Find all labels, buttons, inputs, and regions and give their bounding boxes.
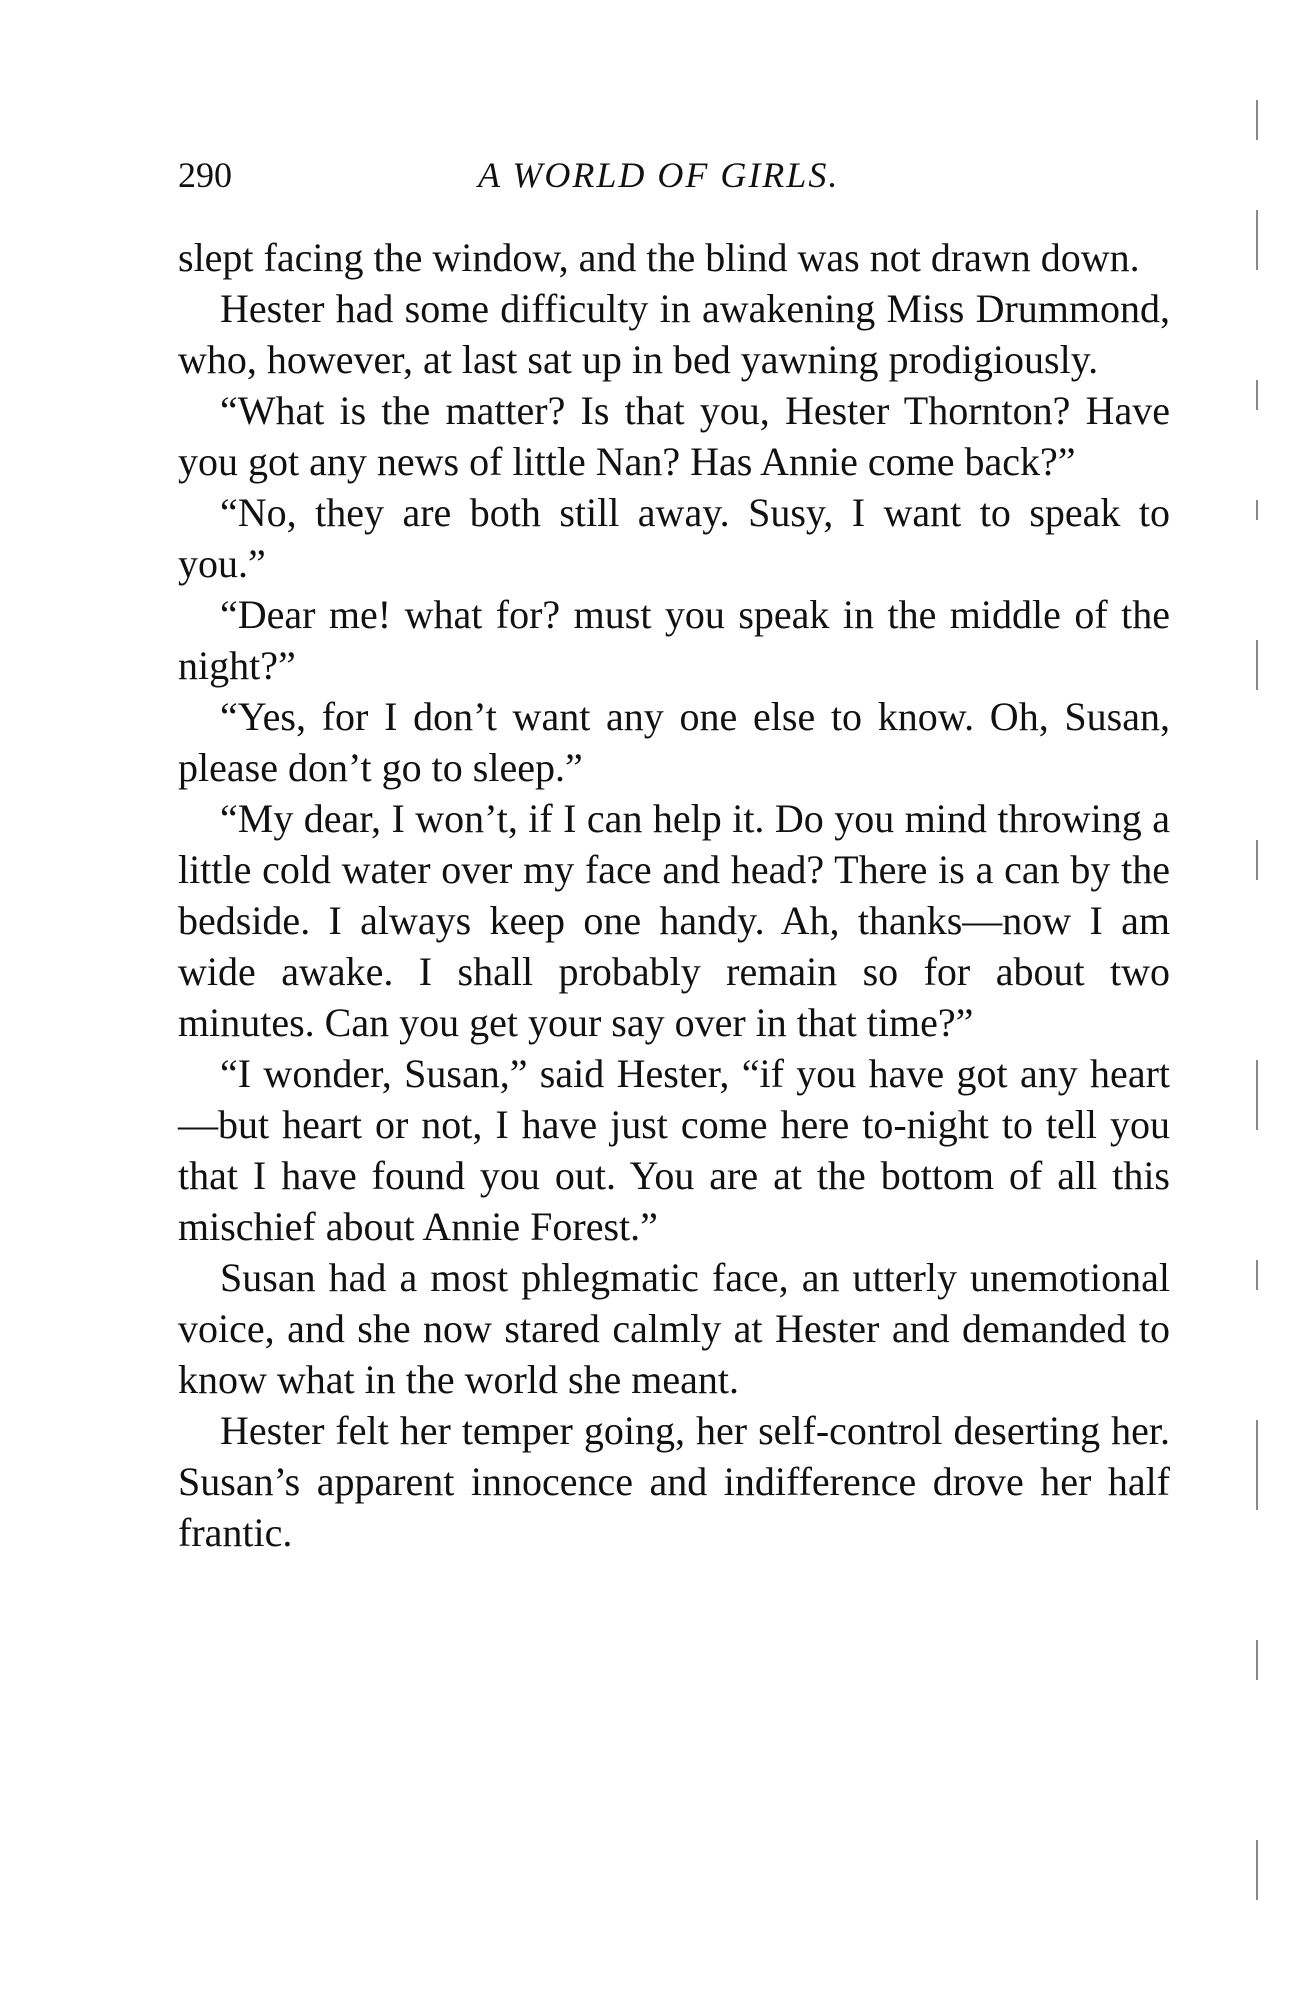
page-header <box>178 150 1178 200</box>
page-number: 290 <box>178 155 232 195</box>
paragraph-6: “Yes, for I don’t want any one else to know. Oh, Susan, please don’t go to sleep.” <box>178 694 1170 790</box>
paragraph-8: “I wonder, Susan,” said Hester, “if you have got any heart—but heart or not, I have just come here to-night to tell you that I have found you out. You are at the bottom of all this mischief about Annie Forest.” <box>178 1051 1170 1249</box>
paragraph-10: Hester felt her temper going, her self-control deserting her. Susan’s apparent innocence and indifference drove her half frantic. <box>178 1408 1170 1555</box>
paragraph-7: “My dear, I won’t, if I can help it. Do you mind throwing a little cold water over my face and head? There is a can by the bedside. I always keep one handy. Ah, thanks—now I am wide awake. I shall probably remain so for about two minutes. Can you get your say over in that time?” <box>178 796 1170 1045</box>
paragraph-5: “Dear me! what for? must you speak in the middle of the night?” <box>178 592 1170 688</box>
paragraph-3: “What is the matter? Is that you, Hester Thornton? Have you got any news of little Nan? Has Annie come back?” <box>178 388 1170 484</box>
running-title: A WORLD OF GIRLS. <box>478 155 840 195</box>
body-text <box>178 232 1170 1558</box>
page-edge-marks <box>1256 80 1264 1960</box>
paragraph-2: Hester had some difficulty in awakening Miss Drummond, who, however, at last sat up in bed yawning prodigiously. <box>178 286 1170 382</box>
paragraph-9: Susan had a most phlegmatic face, an utterly unemotional voice, and she now stared calmly at Hester and demanded to know what in the world she meant. <box>178 1255 1170 1402</box>
paragraph-1: slept facing the window, and the blind was not drawn down. <box>178 235 1140 280</box>
paragraph-4: “No, they are both still away. Susy, I want to speak to you.” <box>178 490 1170 586</box>
